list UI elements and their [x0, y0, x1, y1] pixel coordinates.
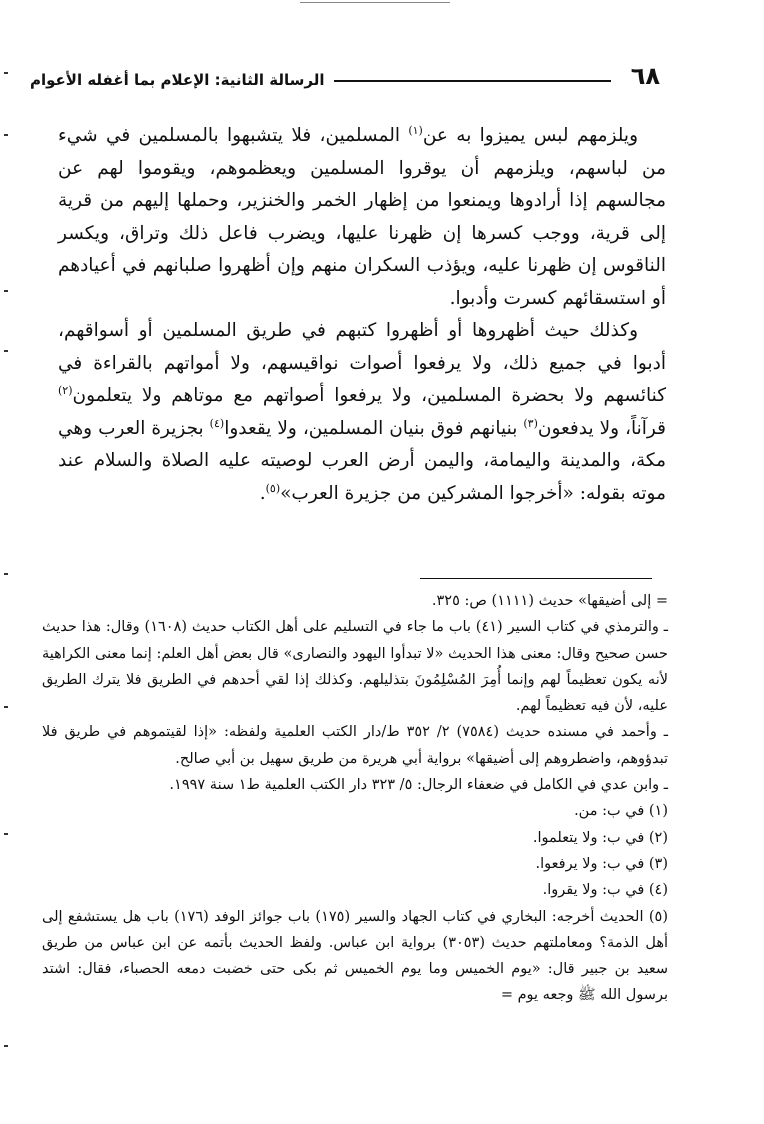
footnote-ref-5: (٥): [265, 481, 281, 495]
paragraph-2: [58, 315, 666, 510]
text-run: وكذلك حيث أظهروها أو أظهروا كتبهم في طريق المسلمين أو أسواقهم، أدبوا في جميع ذلك، ولا يرفعوا أصوات نواقيسهم، ولا أمواتهم بالقراءة في كنائسهم ولا بحضرة المسلمين، ولا يرفعوا أصواتهم مع موتاهم ولا يتعلمون: [58, 320, 666, 406]
footnote-ref-2: (٢): [58, 383, 73, 397]
text-run: ويلزمهم لبس يميزوا به عن: [422, 125, 638, 146]
margin-mark: [4, 134, 8, 136]
footnote-ref-1: (١): [408, 123, 423, 137]
footnote-5: (٥) الحديث أخرجه: البخاري في كتاب الجهاد والسير (١٧٥) باب جوائز الوفد (١٧٦) باب هل يستشفع إلى أهل الذمة؟ ومعاملتهم حديث (٣٠٥٣) برواية ابن عباس. ولفظ الحديث بأتمه عن ابن عباس من طريق سعيد بن جبير قال: «يوم الخميس وما يوم الخميس ثم بكى حتى خضبت دمعه الحصباء، فقال: اشتد برسول الله ﷺ وجعه يوم =: [42, 908, 668, 1004]
running-header: [30, 54, 660, 88]
footnote-4: (٤) في ب: ولا يقروا.: [542, 882, 668, 899]
text-run: بنيانهم فوق بنيان المسلمين، ولا يقعدوا: [224, 417, 524, 439]
margin-mark: [4, 350, 8, 352]
top-rule: [300, 2, 450, 3]
margin-mark: [4, 1045, 8, 1047]
footnote-continuation: = إلى أضيقها» حديث (١١١١) ص: ٣٢٥.: [431, 593, 668, 609]
margin-mark: [4, 833, 8, 835]
footnotes: [42, 588, 668, 1009]
main-text: [58, 120, 666, 510]
margin-mark: [4, 706, 8, 708]
footnote-ref-4: (٤): [209, 416, 225, 430]
margin-mark: [4, 72, 8, 74]
footnote-ibn-adi: ـ وابن عدي في الكامل في ضعفاء الرجال: ٥/ ٣٢٣ دار الكتب العلمية ط١ سنة ١٩٩٧.: [169, 777, 668, 794]
text-run: المسلمين، فلا يتشبهوا بالمسلمين في شيء من لباسهم، ويلزمهم أن يوقروا المسلمين ويعظموهم، ويقوموا لهم عن مجالسهم إذا أرادوها ويمنعوا من إظهار الخمر والخنزير، وحملها إليهم من قرية إلى قرية، ووجب كسرها إن ظهرنا عليها، ويضرب فاعل ذلك وتراق، ويكسر الناقوس إن ظهرنا عليه، ويؤذب السكران منهم وإن أظهروا صلبانهم في أعيادهم أو استسقائهم كسرت وأدبوا.: [58, 125, 666, 309]
header-rule: [334, 80, 610, 82]
paragraph-1: [58, 120, 666, 315]
text-run: قرآناً، ولا يدفعون: [537, 417, 666, 439]
footnote-separator: [420, 578, 652, 579]
footnote-3: (٣) في ب: ولا يرفعوا.: [535, 855, 668, 872]
footnote-ahmad: ـ وأحمد في مسنده حديث (٧٥٨٤) ٢/ ٣٥٢ ط/دار الكتب العلمية ولفظه: «إذا لقيتموهم في طريق فلا تبدؤوهم، واضطروهم إلى أضيقها» برواية أبي هريرة من طريق سهيل بن أبي صالح.: [42, 724, 668, 767]
margin-mark: [4, 573, 8, 575]
page-number: ٦٨: [630, 62, 660, 90]
text-run: .: [259, 482, 266, 504]
running-title: الرسالة الثانية: الإعلام بما أغفله الأعوام: [30, 71, 325, 89]
footnote-2: (٢) في ب: ولا يتعلموا.: [532, 829, 668, 846]
footnote-1: (١) في ب: من.: [574, 803, 668, 820]
footnote-ref-3: (٣): [523, 416, 538, 430]
text-run: بجزيرة العرب وهي مكة، والمدينة واليمامة، واليمن أرض العرب لوصيته عليه الصلاة والسلام عند موته بقوله: «أخرجوا المشركين من جزيرة العرب»: [58, 417, 666, 504]
footnote-tirmidhi: ـ والترمذي في كتاب السير (٤١) باب ما جاء في التسليم على أهل الكتاب حديث (١٦٠٨) وقال: هذا حديث حسن صحيح وقال: معنى هذا الحديث «لا تبدأوا اليهود والنصارى» قال بعض أهل العلم: إنما معنى الكراهية لأنه يكون تعظيماً لهم وإنما أُمِرَ المُسْلِمُونَ بتذليلهم. وكذلك إذا لقي أحدهم في الطريق فلا يترك الطريق عليه، لأن فيه تعظيماً لهم.: [42, 619, 669, 715]
margin-mark: [4, 290, 8, 292]
